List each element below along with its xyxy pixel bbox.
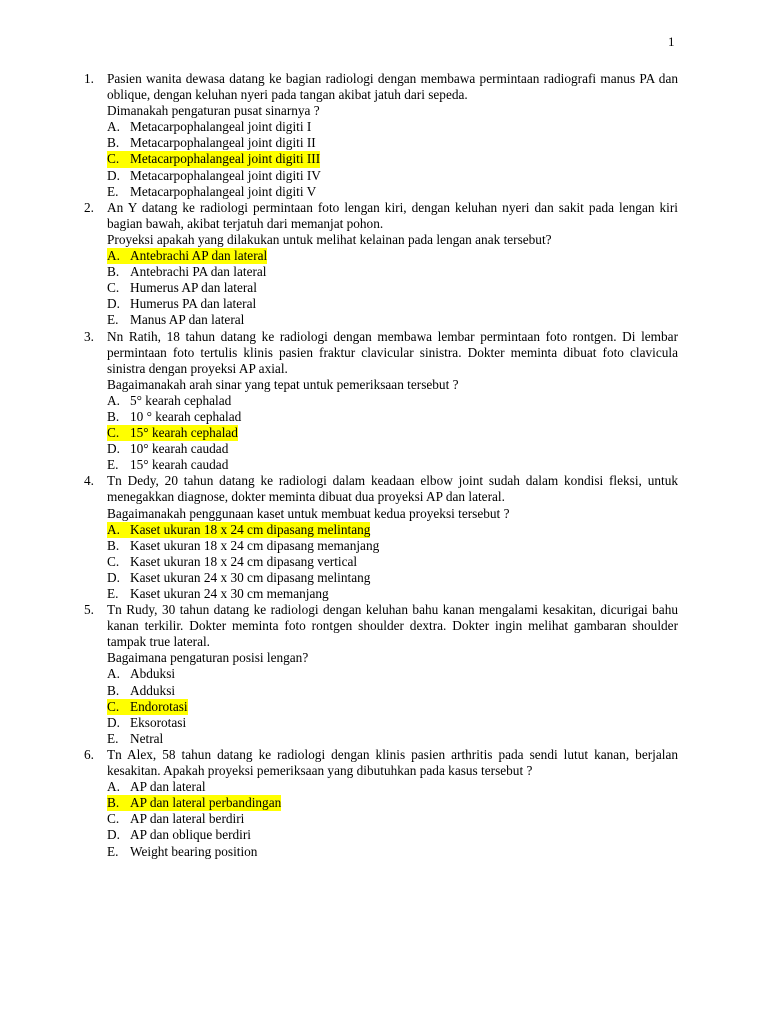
answer-option [107,457,678,473]
answer-option [107,264,678,280]
question-stem: Pasien wanita dewasa datang ke bagian radiologi dengan membawa permintaan radiografi manus PA dan oblique, dengan keluhan nyeri pada tangan akibat jatuh dari sepeda. [107,71,678,103]
question-list [84,71,678,860]
option-letter: A. [107,779,120,795]
option-text: Kaset ukuran 18 x 24 cm dipasang memanjang [130,537,380,553]
question-number: 4. [84,473,94,489]
question-number: 2. [84,199,94,215]
question-prompt: Dimanakah pengaturan pusat sinarnya ? [107,103,320,119]
answer-option [107,393,678,409]
option-text: Humerus AP dan lateral [130,280,257,296]
answer-option-highlighted [107,425,678,441]
option-letter: A. [107,521,120,537]
option-letter: C. [107,553,120,569]
option-letter: D. [107,441,120,457]
answer-options [107,248,678,328]
answer-option-highlighted [107,699,678,715]
option-letter: E. [107,312,119,328]
question-item [84,473,678,602]
option-letter: B. [107,408,120,424]
option-letter: D. [107,167,120,183]
option-text: Abduksi [130,666,176,682]
answer-option [107,683,678,699]
option-letter: E. [107,586,119,601]
option-letter: B. [107,537,120,553]
question-stem: Nn Ratih, 18 tahun datang ke radiologi dengan membawa lembar permintaan foto rontgen. Di lembar permintaan foto tertulis klinis pasien fraktur clavicular sinistra. Dokter meminta dibuat foto clavicula sinistra dengan proyeksi AP axial. [107,328,678,376]
answer-option [107,827,678,843]
question-number: 1. [84,71,94,86]
answer-option [107,779,678,795]
option-letter: C. [107,151,120,167]
question-number: 5. [84,602,94,618]
question-item [84,329,678,474]
option-letter: B. [107,264,120,280]
option-text: Metacarpophalangeal joint digiti IV [130,167,321,183]
option-letter: C. [107,425,120,441]
answer-option [107,666,678,682]
page-number: 1 [668,34,675,49]
option-letter: A. [107,119,120,135]
option-text: Kaset ukuran 24 x 30 cm memanjang [130,586,329,601]
option-letter: D. [107,827,120,843]
answer-option [107,731,678,747]
option-text: Adduksi [130,682,176,698]
option-letter: B. [107,682,120,698]
answer-options [107,666,678,746]
answer-option [107,811,678,827]
answer-options [107,522,678,602]
question-number: 6. [84,746,94,762]
option-text: AP dan lateral perbandingan [130,795,282,811]
option-text: Weight bearing position [130,843,258,859]
answer-option [107,844,678,860]
answer-option [107,554,678,570]
question-prompt: Bagaimana pengaturan posisi lengan? [107,650,309,666]
option-text: Manus AP dan lateral [130,312,245,328]
option-text: Netral [130,730,164,746]
answer-option [107,280,678,296]
option-letter: A. [107,248,120,264]
question-stem: Tn Rudy, 30 tahun datang ke radiologi dengan keluhan bahu kanan mengalami kesakitan, dicurigai bahu kanan terkilir. Dokter meminta foto rontgen shoulder dextra. Dokter ingin melihat gambaran shoulder tampak true lateral. [107,602,678,650]
question-item [84,602,678,747]
option-text: Metacarpophalangeal joint digiti I [130,119,312,135]
option-text: AP dan oblique berdiri [130,827,252,843]
option-text: Metacarpophalangeal joint digiti II [130,135,316,151]
option-text: Eksorotasi [130,714,187,730]
option-letter: D. [107,296,120,312]
answer-option-highlighted [107,248,678,264]
answer-option-highlighted [107,795,678,811]
answer-option [107,538,678,554]
option-letter: D. [107,714,120,730]
answer-option [107,184,678,200]
option-text: Kaset ukuran 18 x 24 cm dipasang melintang [130,521,371,537]
answer-option [107,312,678,328]
option-text: Endorotasi [130,698,188,714]
option-letter: B. [107,795,120,811]
option-letter: E. [107,730,119,746]
option-letter: D. [107,569,120,585]
answer-options [107,393,678,473]
answer-options [107,119,678,199]
question-stem: Tn Dedy, 20 tahun datang ke radiologi dalam keadaan elbow joint sudah dalam kondisi fleksi, untuk menegakkan diagnose, dokter meminta dibuat dua proyeksi AP dan lateral. [107,473,678,505]
option-text: 15° kearah caudad [130,457,229,473]
answer-option-highlighted [107,522,678,538]
question-prompt: Bagaimanakah penggunaan kaset untuk membuat kedua proyeksi tersebut ? [107,505,510,521]
question-stem: An Y datang ke radiologi permintaan foto lengan kiri, dengan keluhan nyeri dan sakit pada lengan kiri bagian bawah, akibat terjatuh dari memanjat pohon. [107,199,678,231]
option-letter: E. [107,183,119,199]
answer-option [107,119,678,135]
answer-option [107,409,678,425]
option-letter: E. [107,457,119,473]
option-letter: C. [107,698,120,714]
option-text: AP dan lateral [130,779,206,795]
answer-option [107,135,678,151]
question-prompt: Proyeksi apakah yang dilakukan untuk melihat kelainan pada lengan anak tersebut? [107,231,552,247]
option-text: 10 ° kearah cephalad [130,408,242,424]
question-stem: Tn Alex, 58 tahun datang ke radiologi dengan klinis pasien arthritis pada sendi lutut kanan, berjalan kesakitan. Apakah proyeksi pemeriksaan yang dibutuhkan pada kasus tersebut ? [107,746,678,779]
option-letter: A. [107,666,120,682]
option-text: AP dan lateral berdiri [130,811,245,827]
option-text: Metacarpophalangeal joint digiti III [130,151,321,167]
question-item [84,747,678,860]
answer-option [107,441,678,457]
answer-option [107,168,678,184]
answer-option-highlighted [107,151,678,167]
option-text: Kaset ukuran 24 x 30 cm dipasang melintang [130,569,371,585]
option-text: Metacarpophalangeal joint digiti V [130,183,317,199]
option-letter: B. [107,135,120,151]
option-text: Antebrachi PA dan lateral [130,264,267,280]
question-item [84,71,678,200]
question-number: 3. [84,328,94,344]
option-letter: E. [107,843,119,859]
option-text: 5° kearah cephalad [130,392,232,408]
option-text: 15° kearah cephalad [130,425,238,441]
answer-option [107,586,678,602]
option-text: Kaset ukuran 18 x 24 cm dipasang vertical [130,553,358,569]
answer-option [107,296,678,312]
option-letter: C. [107,811,120,827]
option-text: Humerus PA dan lateral [130,296,257,312]
question-prompt: Bagaimanakah arah sinar yang tepat untuk pemeriksaan tersebut ? [107,376,459,392]
answer-option [107,570,678,586]
option-text: Antebrachi AP dan lateral [130,248,268,264]
question-item [84,200,678,329]
option-letter: C. [107,280,120,296]
answer-options [107,779,678,859]
option-letter: A. [107,392,120,408]
option-text: 10° kearah caudad [130,441,229,457]
answer-option [107,715,678,731]
